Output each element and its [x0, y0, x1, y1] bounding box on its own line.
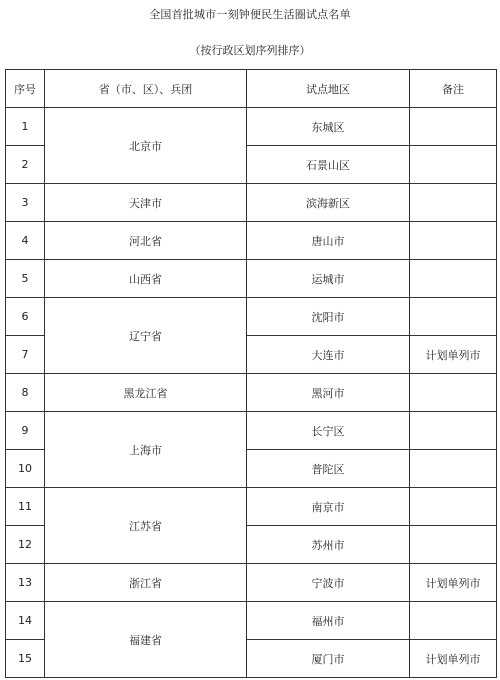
- document-subtitle: （按行政区划序列排序）: [189, 44, 311, 57]
- pilot-area-cell: 福州市: [247, 602, 410, 640]
- province-cell: 上海市: [45, 412, 247, 488]
- pilot-area-cell: 东城区: [247, 108, 410, 146]
- note-cell: [410, 526, 497, 564]
- pilot-area-cell: 唐山市: [247, 222, 410, 260]
- note-cell: [410, 412, 497, 450]
- pilot-area-cell: 石景山区: [247, 146, 410, 184]
- table-row: [6, 412, 497, 450]
- row-index-cell: 13: [6, 564, 45, 602]
- row-index-cell: 12: [6, 526, 45, 564]
- row-index-cell: 1: [6, 108, 45, 146]
- table-row: [6, 108, 497, 146]
- table-row: [6, 298, 497, 336]
- pilot-area-cell: 黑河市: [247, 374, 410, 412]
- header-province: 省（市、区）、兵团: [45, 70, 247, 108]
- row-index-cell: 5: [6, 260, 45, 298]
- pilot-area-cell: 宁波市: [247, 564, 410, 602]
- note-cell: [410, 222, 497, 260]
- header-area: 试点地区: [247, 70, 410, 108]
- table-row: [6, 374, 497, 412]
- pilot-area-cell: 运城市: [247, 260, 410, 298]
- pilot-area-cell: 大连市: [247, 336, 410, 374]
- note-cell: [410, 108, 497, 146]
- row-index-cell: 11: [6, 488, 45, 526]
- province-cell: 山西省: [45, 260, 247, 298]
- row-index-cell: 10: [6, 450, 45, 488]
- pilot-area-cell: 长宁区: [247, 412, 410, 450]
- row-index-cell: 2: [6, 146, 45, 184]
- document-title: 全国首批城市一刻钟便民生活圈试点名单: [149, 8, 351, 21]
- pilot-area-cell: 南京市: [247, 488, 410, 526]
- note-cell: [410, 146, 497, 184]
- header-note: 备注: [410, 70, 497, 108]
- table-row: [6, 564, 497, 602]
- row-index-cell: 15: [6, 640, 45, 678]
- note-cell: 计划单列市: [410, 564, 497, 602]
- table-row: [6, 260, 497, 298]
- note-cell: [410, 260, 497, 298]
- table-row: [6, 184, 497, 222]
- row-index-cell: 6: [6, 298, 45, 336]
- note-cell: [410, 488, 497, 526]
- pilot-area-cell: 普陀区: [247, 450, 410, 488]
- note-cell: 计划单列市: [410, 640, 497, 678]
- province-cell: 黑龙江省: [45, 374, 247, 412]
- province-cell: 浙江省: [45, 564, 247, 602]
- table-row: [6, 222, 497, 260]
- row-index-cell: 3: [6, 184, 45, 222]
- table-row: [6, 602, 497, 640]
- note-cell: [410, 450, 497, 488]
- row-index-cell: 14: [6, 602, 45, 640]
- row-index-cell: 8: [6, 374, 45, 412]
- pilot-area-cell: 苏州市: [247, 526, 410, 564]
- province-cell: 江苏省: [45, 488, 247, 564]
- pilot-list-table: [5, 69, 497, 678]
- province-cell: 福建省: [45, 602, 247, 678]
- note-cell: 计划单列市: [410, 336, 497, 374]
- table-row: [6, 488, 497, 526]
- row-index-cell: 4: [6, 222, 45, 260]
- note-cell: [410, 602, 497, 640]
- pilot-area-cell: 厦门市: [247, 640, 410, 678]
- pilot-area-cell: 沈阳市: [247, 298, 410, 336]
- table-header-row: [6, 70, 497, 108]
- province-cell: 天津市: [45, 184, 247, 222]
- province-cell: 河北省: [45, 222, 247, 260]
- note-cell: [410, 374, 497, 412]
- header-index: 序号: [6, 70, 45, 108]
- pilot-area-cell: 滨海新区: [247, 184, 410, 222]
- row-index-cell: 9: [6, 412, 45, 450]
- table-body: [6, 108, 497, 678]
- province-cell: 辽宁省: [45, 298, 247, 374]
- row-index-cell: 7: [6, 336, 45, 374]
- note-cell: [410, 298, 497, 336]
- note-cell: [410, 184, 497, 222]
- province-cell: 北京市: [45, 108, 247, 184]
